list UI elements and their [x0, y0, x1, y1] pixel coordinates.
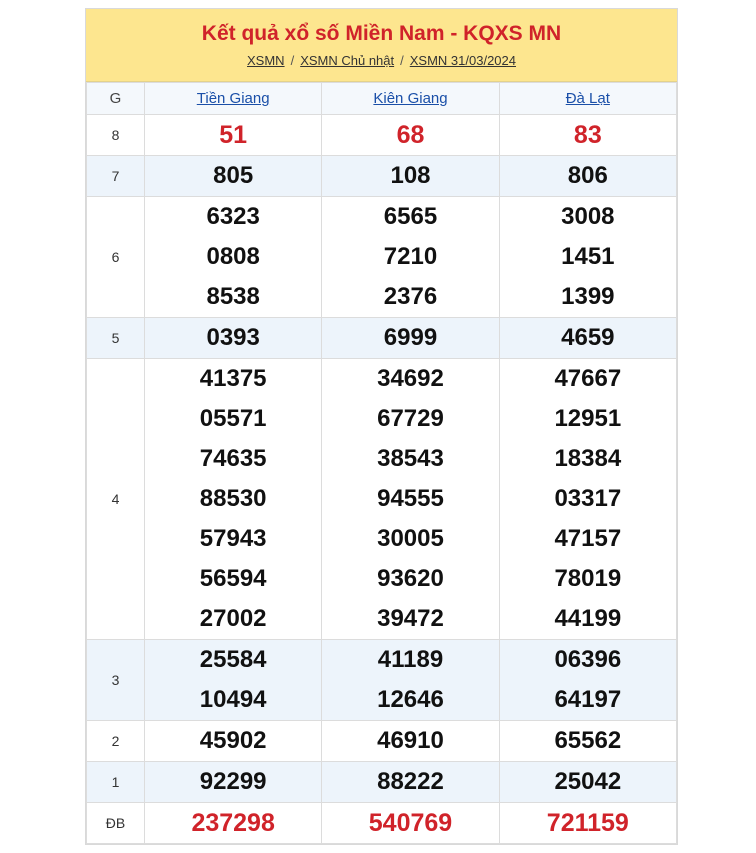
table-row — [87, 156, 677, 197]
prize-cell — [322, 803, 499, 844]
prize-label: 1 — [87, 762, 145, 803]
prize-number: 4659 — [561, 324, 615, 351]
prize-number: 0808 — [206, 243, 260, 270]
prize-number: 721159 — [546, 809, 629, 837]
prize-number: 18384 — [554, 445, 622, 472]
prize-number: 45902 — [199, 727, 267, 754]
prize-number: 88530 — [199, 485, 267, 512]
table-row — [87, 318, 677, 359]
prize-number: 8538 — [206, 283, 260, 310]
table-row — [87, 197, 677, 318]
prize-cell — [322, 197, 499, 318]
prize-number: 46910 — [377, 727, 444, 754]
prize-number: 94555 — [377, 485, 444, 512]
prize-cell — [322, 640, 499, 721]
table-row — [87, 115, 677, 156]
table-row — [87, 762, 677, 803]
province-header — [145, 83, 322, 115]
prize-number: 57943 — [199, 525, 267, 552]
prize-cell — [145, 803, 322, 844]
prize-cell — [145, 640, 322, 721]
prize-cell — [322, 359, 499, 640]
prize-cell — [499, 115, 676, 156]
prize-number: 12646 — [377, 686, 444, 713]
prize-number: 34692 — [377, 365, 444, 392]
results-table — [86, 82, 677, 844]
prize-cell — [322, 156, 499, 197]
prize-label: 2 — [87, 721, 145, 762]
prize-cell — [499, 197, 676, 318]
prize-number: 83 — [573, 121, 602, 149]
prize-number: 30005 — [377, 525, 444, 552]
table-header-row — [87, 83, 677, 115]
breadcrumb-separator: / — [400, 53, 404, 68]
prize-number: 7210 — [383, 243, 438, 270]
prize-number: 38543 — [377, 445, 444, 472]
prize-cell — [322, 115, 499, 156]
prize-label: 8 — [87, 115, 145, 156]
prize-cell — [145, 359, 322, 640]
prize-number: 05571 — [199, 405, 267, 432]
prize-number: 1451 — [561, 243, 615, 270]
prize-cell — [145, 156, 322, 197]
prize-number: 25042 — [554, 768, 622, 795]
results-header — [86, 9, 677, 82]
prize-number: 39472 — [377, 605, 444, 632]
prize-cell — [145, 721, 322, 762]
breadcrumb — [86, 53, 677, 69]
prize-number: 805 — [213, 162, 254, 189]
prize-label: 6 — [87, 197, 145, 318]
prize-cell — [145, 762, 322, 803]
prize-number: 92299 — [199, 768, 267, 795]
prize-label: ĐB — [87, 803, 145, 844]
prize-cell — [499, 318, 676, 359]
prize-number: 47157 — [554, 525, 622, 552]
prize-cell — [322, 721, 499, 762]
prize-cell — [322, 762, 499, 803]
prize-number: 25584 — [199, 646, 267, 673]
prize-label: 7 — [87, 156, 145, 197]
prize-cell — [499, 156, 676, 197]
prize-number: 51 — [219, 121, 248, 149]
prize-cell — [145, 318, 322, 359]
prize-label: 5 — [87, 318, 145, 359]
prize-label: 3 — [87, 640, 145, 721]
prize-number: 03317 — [554, 485, 622, 512]
table-row — [87, 359, 677, 640]
prize-number: 1399 — [561, 283, 615, 310]
prize-cell — [499, 803, 676, 844]
breadcrumb-separator: / — [290, 53, 295, 68]
prize-number: 74635 — [199, 445, 267, 472]
prize-number: 27002 — [199, 605, 267, 632]
page-title: Kết quả xổ số Miền Nam - KQXS MN — [201, 22, 562, 45]
province-link-kien-giang[interactable]: Kiên Giang — [373, 90, 448, 107]
prize-cell — [499, 359, 676, 640]
prize-number: 41189 — [377, 646, 444, 673]
prize-number: 06396 — [554, 646, 622, 673]
province-link-da-lat[interactable]: Đà Lạt — [565, 90, 610, 107]
prize-cell — [499, 640, 676, 721]
prize-number: 78019 — [554, 565, 622, 592]
prize-number: 6999 — [383, 324, 438, 351]
breadcrumb-xsmn-sunday[interactable]: XSMN Chủ nhật — [300, 53, 395, 68]
prize-cell — [322, 318, 499, 359]
table-row — [87, 721, 677, 762]
prize-label: 4 — [87, 359, 145, 640]
prize-number: 67729 — [377, 405, 444, 432]
prize-number: 806 — [567, 162, 608, 189]
prize-cell — [499, 762, 676, 803]
prize-number: 6323 — [206, 203, 260, 230]
prize-number: 41375 — [199, 365, 267, 392]
table-row — [87, 640, 677, 721]
breadcrumb-xsmn[interactable]: XSMN — [247, 53, 285, 68]
prize-number: 68 — [396, 121, 425, 149]
prize-number: 56594 — [199, 565, 267, 592]
prize-number: 47667 — [554, 365, 622, 392]
province-header — [322, 83, 499, 115]
prize-number: 65562 — [554, 727, 622, 754]
prize-number: 88222 — [377, 768, 444, 795]
prize-number: 0393 — [206, 324, 260, 351]
prize-number: 6565 — [383, 203, 438, 230]
prize-number: 12951 — [554, 405, 622, 432]
province-link-tien-giang[interactable]: Tiền Giang — [196, 90, 270, 107]
province-header — [499, 83, 676, 115]
results-body — [87, 115, 677, 844]
prize-number: 93620 — [377, 565, 444, 592]
prize-number: 10494 — [199, 686, 267, 713]
prize-cell — [145, 197, 322, 318]
breadcrumb-xsmn-date[interactable]: XSMN 31/03/2024 — [409, 53, 516, 68]
prize-cell — [145, 115, 322, 156]
results-card — [85, 8, 678, 845]
prize-number: 2376 — [383, 283, 438, 310]
prize-column-header: G — [87, 83, 145, 115]
prize-number: 3008 — [561, 203, 615, 230]
prize-number: 540769 — [368, 809, 453, 837]
prize-number: 64197 — [554, 686, 622, 713]
prize-number: 108 — [390, 162, 431, 189]
prize-cell — [499, 721, 676, 762]
prize-number: 237298 — [191, 809, 275, 837]
table-row — [87, 803, 677, 844]
prize-number: 44199 — [554, 605, 622, 632]
